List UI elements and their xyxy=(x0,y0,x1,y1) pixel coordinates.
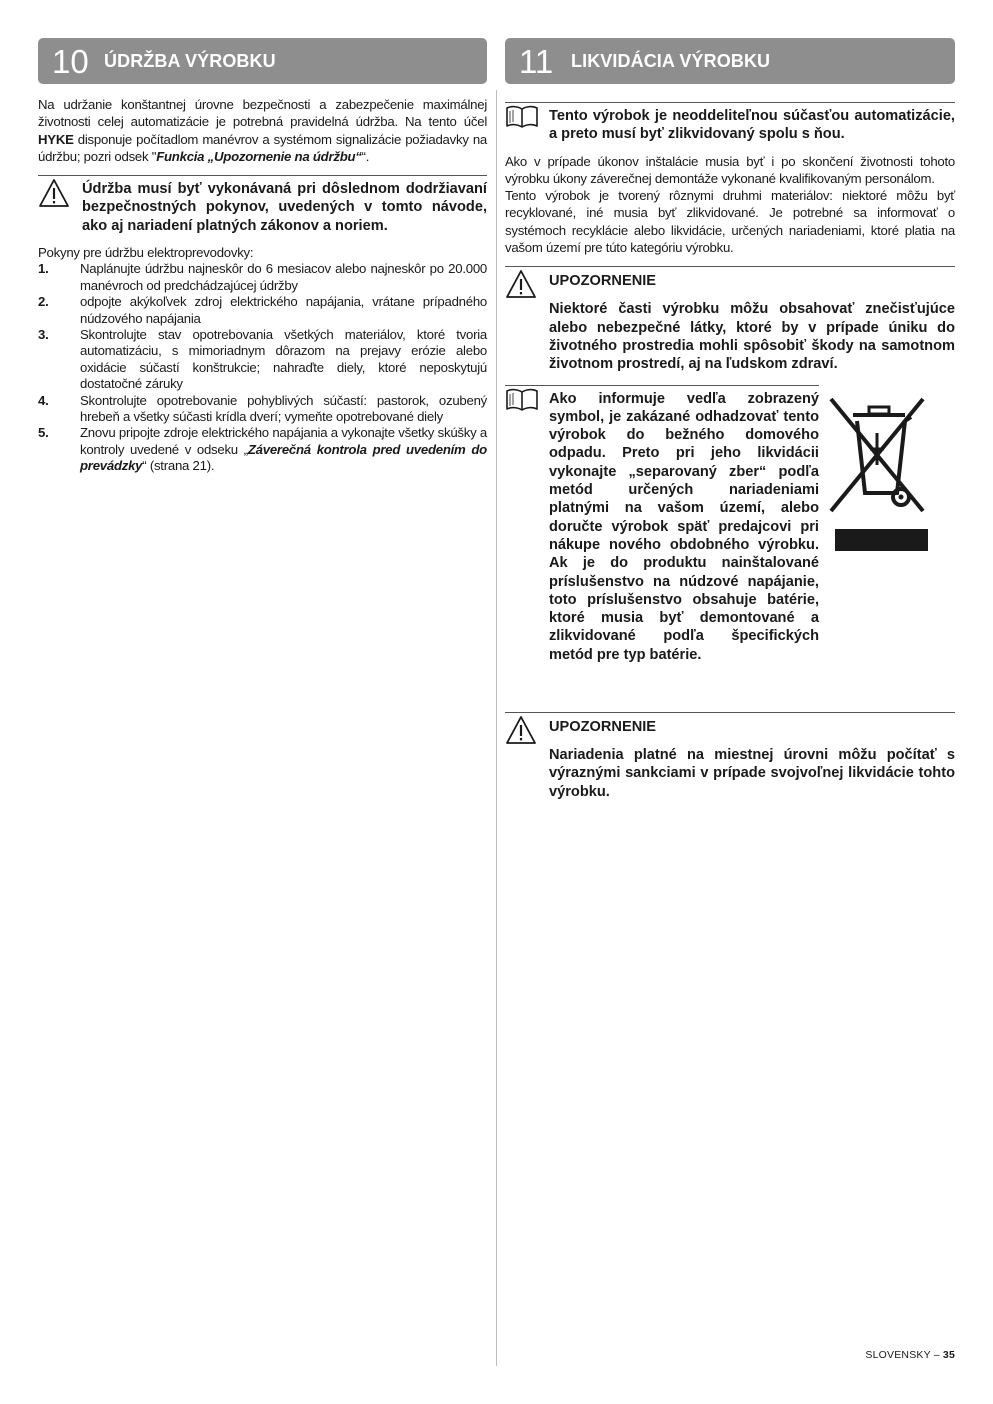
page-footer xyxy=(865,1349,955,1361)
step-number: 5. xyxy=(38,425,49,441)
warning-text: Údržba musí byť vykonávaná pri dôslednom dodržiavaní bezpečnostných pokynov, uvedených v tomto návode, ako aj nariadení platných zákonov a noriem. xyxy=(82,181,487,234)
list-item xyxy=(38,327,487,393)
disposal-paragraph-1: Ako v prípade úkonov inštalácie musia byť i po skončení životnosti tohoto výrobku úkony záverečnej demontáže vykonané kvalifikovaným personálom. xyxy=(505,153,955,186)
warning-triangle-icon xyxy=(38,178,70,213)
list-item xyxy=(38,425,487,474)
intro-text-3: “. xyxy=(361,148,370,164)
warning-title: UPOZORNENIE xyxy=(549,719,657,736)
step-text: Skontrolujte opotrebovanie pohyblivých súčastí: pastorok, ozubený hrebeň a všetky súčasti krídla dverí; vymeňte opotrebované diely xyxy=(80,392,487,425)
crossed-out-bin-icon xyxy=(825,393,930,558)
intro-text-2: disponuje počítadlom manévrov a systémom signalizácie požiadavky na údržbu; pozri odsek " xyxy=(38,131,487,164)
warning-text: Nariadenia platné na miestnej úrovni môžu počítať s výraznými sankciami v prípade svojvoľnej likvidácie tohto výrobku. xyxy=(549,747,955,800)
warning-triangle-icon xyxy=(505,715,537,750)
step-text: odpojte akýkoľvek zdroj elektrického napájania, vrátane prípadného núdzového napájania xyxy=(80,294,487,326)
step-number: 4. xyxy=(38,392,49,408)
disposal-warning-2 xyxy=(505,712,955,801)
step-number: 2. xyxy=(38,294,49,310)
list-item xyxy=(38,261,487,294)
section-title: ÚDRŽBA VÝROBKU xyxy=(104,50,276,71)
step-text: Znovu pripojte zdroje elektrického napájania a vykonajte všetky skúšky a kontroly uvedené v odseku „ xyxy=(80,425,487,457)
instructions-heading: Pokyny pre údržbu elektroprevodovky: xyxy=(38,245,254,261)
list-item xyxy=(38,393,487,426)
section-disposal xyxy=(505,38,955,801)
warning-title: UPOZORNENIE xyxy=(549,273,657,290)
maintenance-steps xyxy=(38,261,487,425)
section-number: 10 xyxy=(52,42,89,80)
intro-paragraph xyxy=(38,96,487,165)
list-item xyxy=(38,294,487,327)
section-header xyxy=(505,38,955,84)
step-number: 3. xyxy=(38,327,49,342)
weee-block xyxy=(505,385,955,664)
warning-text: Niektoré časti výrobku môžu obsahovať znečisťujúce alebo nebezpečné látky, ktoré by v prípade úniku do životného prostredia mohli spôsobiť škody na samotnom životnom prostredí, aj na ľudskom zdraví. xyxy=(549,301,955,373)
disposal-warning-1 xyxy=(505,266,955,373)
note-text: Tento výrobok je neoddeliteľnou súčasťou automatizácie, a preto musí byť zlikvidovaný spolu s ňou. xyxy=(549,108,955,143)
open-book-icon xyxy=(505,388,539,417)
footer-language: SLOVENSKY – xyxy=(865,1349,943,1361)
step-text-end: “ (strana 21). xyxy=(142,458,215,474)
disposal-paragraph-2: Tento výrobok je tvorený rôznymi druhmi materiálov: niektoré môžu byť recyklované, iné musia byť zlikvidované. Je potrebné sa informovať o systémoch recyklácie alebo likvidácie, určených nariadeniami, ktoré platia na vašom území pre túto kategóriu výrobku. xyxy=(505,188,955,256)
open-book-icon xyxy=(505,105,539,134)
maintenance-step-5 xyxy=(38,425,487,474)
weee-text: Ako informuje vedľa zobrazený symbol, je zakázané odhadzovať tento výrobok do bežného domového odpadu. Preto pri jeho likvidácii vykonajte „separovaný zber“ podľa metód určených nariadeniami platnými na vašom území, alebo doručte výrobok späť predajcovi pri nákupe nového obdobného výrobku. Ak je do produktu nainštalované príslušenstvo na núdzové napájanie, toto príslušenstvo obsahuje batérie, ktoré musia byť demontované a zlikvidované podľa špecifických metód pre typ batérie. xyxy=(549,390,819,663)
weee-note xyxy=(505,385,819,664)
section-header xyxy=(38,38,487,84)
step-text: Naplánujte údržbu najneskôr do 6 mesiacov alebo najneskôr po 20.000 manévroch od predchádzajúcej údržby xyxy=(80,261,487,293)
section-number: 11 xyxy=(519,42,554,80)
section-title: LIKVIDÁCIA VÝROBKU xyxy=(571,50,771,71)
warning-triangle-icon xyxy=(505,269,537,304)
product-name: HYKE xyxy=(38,131,74,147)
section-maintenance xyxy=(38,38,487,475)
step-text: Skontrolujte stav opotrebovania všetkých materiálov, ktoré tvoria automatizáciu, s mimoriadnym dôrazom na prejavy erózie alebo oxidácie súčastí konštrukcie; nahraďte diely, ktoré neposkytujú dostatočné záruky xyxy=(80,327,487,392)
reference-link: Záverečná kontrola pred uvedením do prevádzky xyxy=(80,441,487,474)
maintenance-warning xyxy=(38,175,487,235)
reference-link: Funkcia „Upozornenie na údržbu“ xyxy=(156,148,362,164)
page-number: 35 xyxy=(942,1349,955,1361)
column-divider xyxy=(496,90,497,1366)
step-number: 1. xyxy=(38,261,49,277)
disposal-note xyxy=(505,102,955,144)
intro-text: Na udržanie konštantnej úrovne bezpečnosti a zabezpečenie maximálnej životnosti celej automatizácie je potrebná pravidelná údržba. Na tento účel xyxy=(38,97,487,130)
